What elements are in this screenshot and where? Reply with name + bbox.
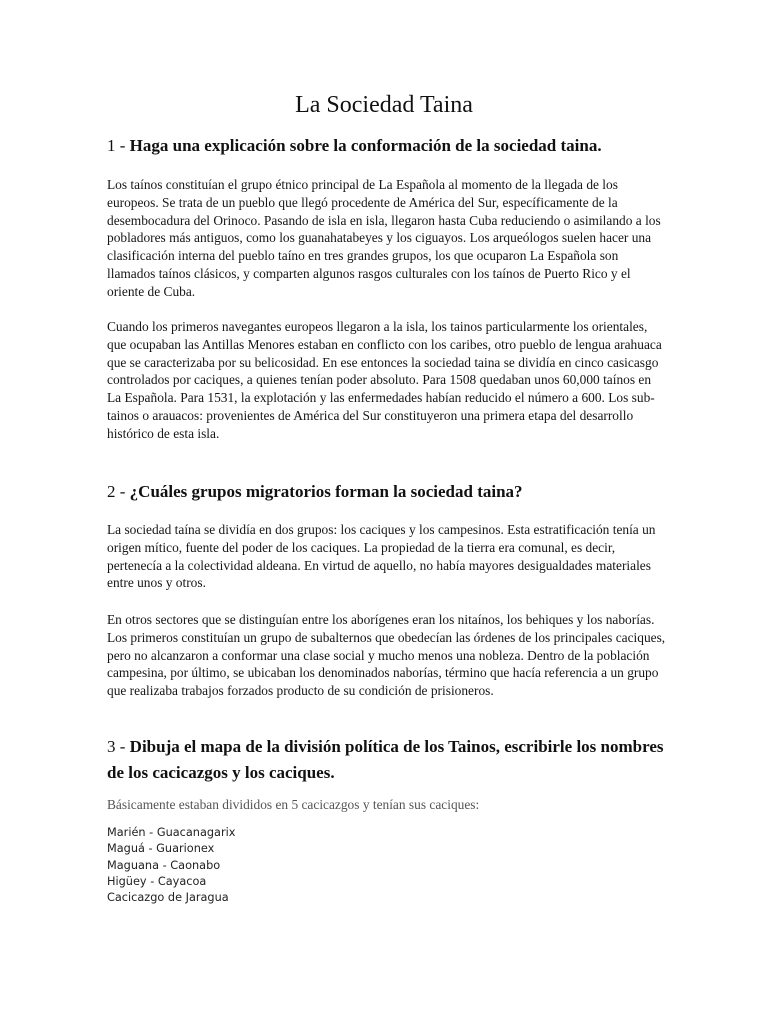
question-2-paragraph-1: La sociedad taína se dividía en dos grupos: los caciques y los campesinos. Esta estratificación tenía un origen mítico, fuente del poder de los caciques. La propiedad de la tierra era comunal, es decir, pertenecía a la colectividad aldeana. En virtud de aquello, no había mayores desigualdades materiales entre unos y otros.: [107, 522, 656, 591]
question-3-intro: Básicamente estaban divididos en 5 cacicazgos y tenían sus caciques:: [107, 797, 480, 812]
question-1-heading: [107, 133, 667, 159]
question-1-number: 1 -: [107, 136, 126, 155]
question-1-paragraph-2: Cuando los primeros navegantes europeos llegaron a la isla, los tainos particularmente los orientales, que ocupaban las Antillas Menores estaban en conflicto con los caribes, otro pueblo de lengua arahuaca que se caracterizaba por su belicosidad. En ese entonces la sociedad taina se dividía en cinco casicasgo controlados por caciques, a quienes tenían poder absoluto. Para 1508 quedaban unos 60,000 taínos en La Española. Para 1531, la explotación y las enfermedades habían reducido el número a 600. Los sub-tainos o arauacos: provenientes de América del Sur constituyeron una primera etapa del desarrollo histórico de esta isla.: [107, 319, 662, 441]
question-3-heading: [107, 734, 667, 786]
document-title: La Sociedad Taina: [295, 92, 473, 118]
list-item: Maguana - Caonabo: [107, 858, 221, 872]
list-item: Higüey - Cayacoa: [107, 874, 207, 888]
question-2-heading: [107, 479, 667, 505]
question-1-paragraph-1: Los taínos constituían el grupo étnico principal de La Española al momento de la llegada de los europeos. Se trata de un pueblo que llegó procedente de América del Sur, específicamente de la desembocadura del Orinoco. Pasando de isla en isla, llegaron hasta Cuba reduciendo o asimilando a los pobladores más antiguos, como los guanahatabeyes y los ciguayos. Los arqueólogos suelen hacer una clasificación interna del pueblo taíno en tres grandes grupos, los que ocuparon La Española son llamados taínos clásicos, y comparten algunos rasgos culturales con los taínos de Puerto Rico y el oriente de Cuba.: [107, 177, 661, 299]
question-2-number: 2 -: [107, 482, 126, 501]
question-2-text: ¿Cuáles grupos migratorios forman la sociedad taina?: [129, 482, 523, 501]
list-item: Marién - Guacanagarix: [107, 826, 236, 839]
question-3-text: Dibuja el mapa de la división política de los Tainos, escribirle los nombres de los cacicazgos y los caciques.: [107, 737, 664, 782]
question-1-text: Haga una explicación sobre la conformación de la sociedad taina.: [129, 136, 602, 155]
question-2-paragraph-2: En otros sectores que se distinguían entre los aborígenes eran los nitaínos, los behiques y los naborías. Los primeros constituían un grupo de subalternos que obedecían las órdenes de los principales caciques, pero no alcanzaron a conformar una clase social y mucho menos una nobleza. Dentro de la población campesina, por último, se ubicaban los denominados naborías, término que hacía referencia a un grupo que realizaba trabajos forzados producto de su condición de prisioneros.: [107, 612, 666, 699]
list-item: Cacicazgo de Jaragua: [107, 891, 229, 905]
question-3-number: 3 -: [107, 737, 126, 756]
list-item: Maguá - Guarionex: [107, 842, 215, 856]
cacicazgo-list: [107, 825, 407, 906]
